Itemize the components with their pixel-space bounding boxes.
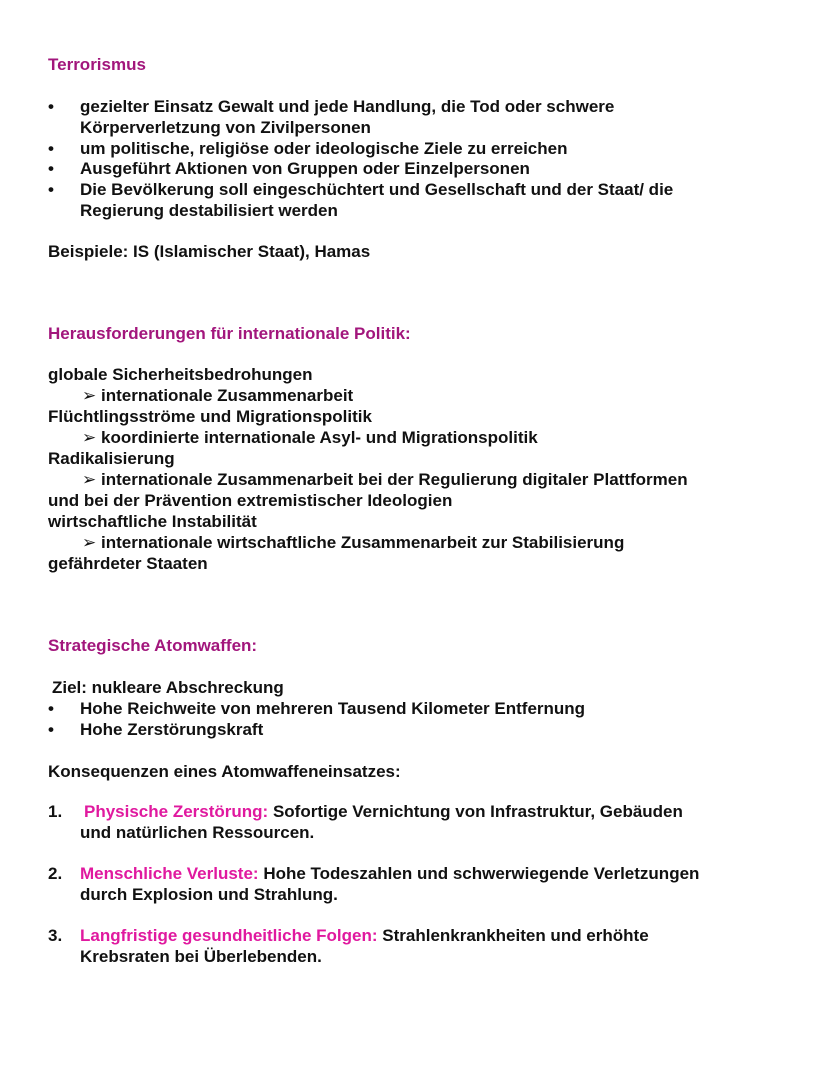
consequence-text: Sofortige Vernichtung von Infrastruktur, Gebäuden [272, 802, 683, 821]
challenge-response-text: internationale wirtschaftliche Zusammenarbeit zur Stabilisierung [100, 533, 625, 552]
nuclear-goal: Ziel: nukleare Abschreckung [52, 678, 284, 697]
bullet-glyph: • [48, 720, 54, 739]
terrorism-bullet-2: um politische, religiöse oder ideologische Ziele zu erreichen [80, 139, 568, 158]
challenge-response-3 [82, 469, 688, 490]
consequence-label: Menschliche Verluste: [80, 864, 259, 883]
consequence-label: Physische Zerstörung: [84, 802, 269, 821]
consequence-text: Hohe Todeszahlen und schwerwiegende Verletzungen [263, 864, 700, 883]
challenge-response-1 [82, 385, 353, 406]
challenge-response-4 [82, 532, 624, 553]
consequence-1-line-1 [84, 801, 683, 822]
consequence-3-line-1 [80, 925, 649, 946]
terrorism-examples: Beispiele: IS (Islamischer Staat), Hamas [48, 242, 371, 261]
consequence-3-line-2: Krebsraten bei Überlebenden. [80, 947, 322, 966]
arrow-icon: ➢ [82, 386, 97, 405]
arrow-icon: ➢ [82, 470, 97, 489]
terrorism-bullet-4-line-2: Regierung destabilisiert werden [80, 201, 338, 220]
challenge-response-3-continuation: und bei der Prävention extremistischer Ideologien [48, 491, 453, 510]
consequence-1-line-2: und natürlichen Ressourcen. [80, 823, 315, 842]
arrow-icon: ➢ [82, 533, 97, 552]
consequence-2-line-1 [80, 863, 699, 884]
terrorism-bullet-1-line-1: gezielter Einsatz Gewalt und jede Handlung, die Tod oder schwere [80, 97, 615, 116]
consequence-label: Langfristige gesundheitliche Folgen: [80, 926, 378, 945]
challenge-topic-3: Radikalisierung [48, 449, 175, 468]
challenge-topic-2: Flüchtlingsströme und Migrationspolitik [48, 407, 372, 426]
challenge-topic-1: globale Sicherheitsbedrohungen [48, 365, 313, 384]
challenge-response-text: internationale Zusammenarbeit [100, 386, 354, 405]
bullet-glyph: • [48, 97, 54, 116]
consequence-number-2: 2. [48, 864, 63, 883]
consequence-text: Strahlenkrankheiten und erhöhte [382, 926, 649, 945]
arrow-icon: ➢ [82, 428, 97, 447]
consequence-2-line-2: durch Explosion und Strahlung. [80, 885, 338, 904]
consequence-number-1: 1. [48, 802, 63, 821]
consequence-number-3: 3. [48, 926, 63, 945]
challenge-response-2 [82, 427, 538, 448]
challenge-response-4-continuation: gefährdeter Staaten [48, 554, 208, 573]
nuclear-bullet-1: Hohe Reichweite von mehreren Tausend Kilometer Entfernung [80, 699, 586, 718]
challenge-response-text: koordinierte internationale Asyl- und Migrationspolitik [100, 428, 538, 447]
nuclear-bullet-2: Hohe Zerstörungskraft [80, 720, 264, 739]
bullet-glyph: • [48, 139, 54, 158]
consequences-title: Konsequenzen eines Atomwaffeneinsatzes: [48, 762, 401, 781]
terrorism-bullet-1-line-2: Körperverletzung von Zivilpersonen [80, 118, 371, 137]
section-title-terrorism: Terrorismus [48, 55, 146, 74]
challenge-response-text: internationale Zusammenarbeit bei der Regulierung digitaler Plattformen [100, 470, 688, 489]
terrorism-bullet-3: Ausgeführt Aktionen von Gruppen oder Einzelpersonen [80, 159, 530, 178]
bullet-glyph: • [48, 180, 54, 199]
section-title-challenges: Herausforderungen für internationale Politik: [48, 324, 411, 343]
terrorism-bullet-4-line-1: Die Bevölkerung soll eingeschüchtert und Gesellschaft und der Staat/ die [80, 180, 674, 199]
challenge-topic-4: wirtschaftliche Instabilität [48, 512, 257, 531]
bullet-glyph: • [48, 159, 54, 178]
section-title-nuclear: Strategische Atomwaffen: [48, 636, 258, 655]
bullet-glyph: • [48, 699, 54, 718]
